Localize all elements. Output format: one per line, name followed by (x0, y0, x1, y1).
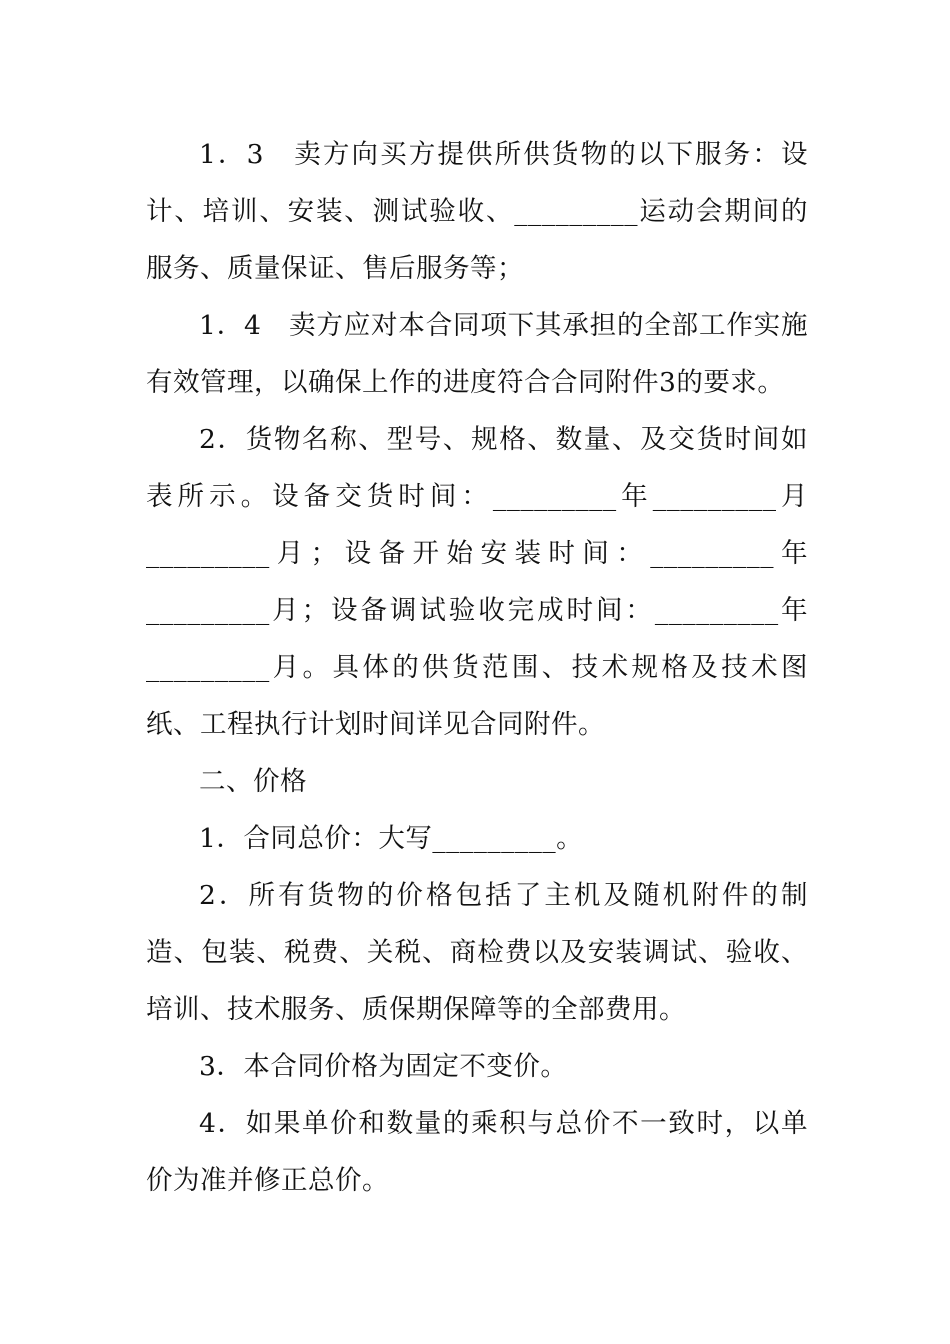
clause-1-3: 1．3 卖方向买方提供所供货物的以下服务：设计、培训、安装、测试验收、_________运动会期间的服务、质量保证、售后服务等； (146, 139, 808, 284)
price-clause-4: 4．如果单价和数量的乘积与总价不一致时，以单价为准并修正总价。 (146, 1108, 808, 1196)
document-page (146, 126, 808, 1209)
section-heading-price: 二、价格 (199, 766, 307, 797)
price-clause-3: 3．本合同价格为固定不变价。 (199, 1051, 568, 1082)
clause-2-goods: 2．货物名称、型号、规格、数量、及交货时间如表所示。设备交货时间：_________年_________月 _________月；设备开始安装时间：_________年_________月；设备调试验收完成时间：_________年_________月。具体的供货范围、技术规格及技术图纸、工程执行计划时间详见合同附件。 (146, 424, 808, 740)
price-clause-1: 1．合同总价：大写_________。 (199, 823, 584, 854)
price-clause-2: 2．所有货物的价格包括了主机及随机附件的制造、包装、税费、关税、商检费以及安装调试、验收、培训、技术服务、质保期保障等的全部费用。 (146, 880, 808, 1025)
clause-1-4: 1．4 卖方应对本合同项下其承担的全部工作实施有效管理，以确保上作的进度符合合同附件3的要求。 (146, 310, 808, 398)
